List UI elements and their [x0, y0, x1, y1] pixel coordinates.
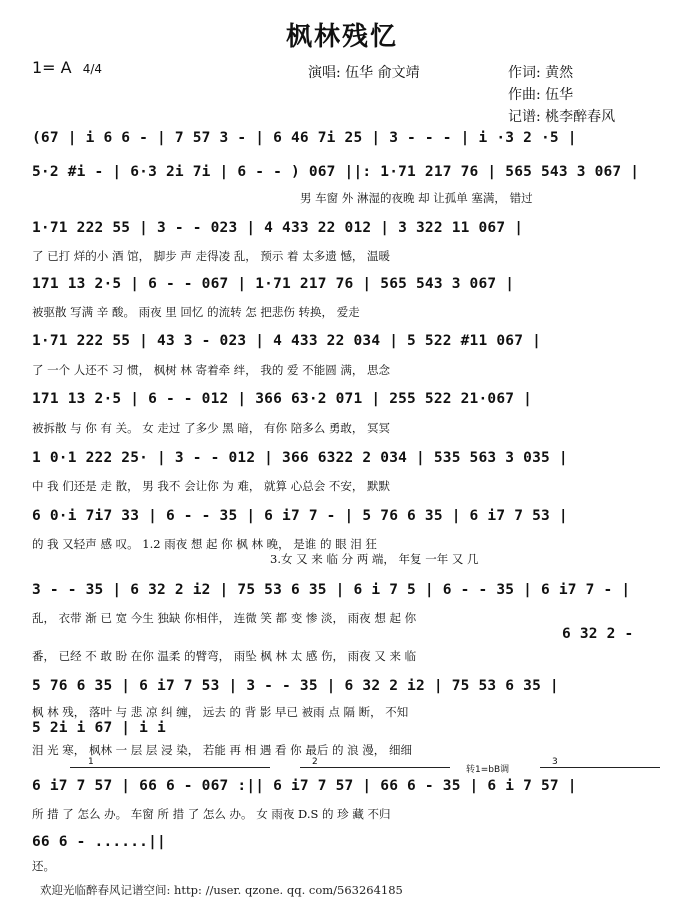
volta-3: 3: [552, 757, 558, 767]
score-line-10-music: 3 - - 35 | 6 32 2 i2 | 75 53 6 35 | 6 i 7 5 | 6 - - 35 | 6 i7 7 - |: [32, 582, 631, 598]
score-line-8-music: 6 0·i 7i7 33 | 6 - - 35 | 6 i7 7 - | 5 76 6 35 | 6 i7 7 53 |: [32, 508, 568, 524]
score-line-13-lyric: 泪 光 寒， 枫林 一 层 层 浸 染， 若能 再 相 遇 看 你 最后 的 浪 漫， 细细: [32, 743, 412, 757]
score-line-14-lyric: 所 措 了 怎么 办。 车窗 所 措 了 怎么 办。 女 雨夜 D.S 的 珍 藏 不归: [32, 807, 391, 821]
score-line-6-music: 171 13 2·5 | 6 - - 012 | 366 63·2 071 | 255 522 21·067 |: [32, 391, 533, 407]
score-line-7-music: 1 0·1 222 25· | 3 - - 012 | 366 6322 2 034 | 535 563 3 035 |: [32, 450, 568, 466]
score-line-7-lyric: 中 我 们还是 走 散， 男 我不 会让你 为 难， 就算 心总会 不安， 默默: [32, 479, 391, 493]
score-line-9-lyric: 3.女 又 来 临 分 两 端， 年复 一年 又 几: [270, 552, 479, 566]
score-line-13-music: 5 2i i 67 | i i: [32, 720, 166, 736]
score-line-15-music: 66 6 - ......||: [32, 834, 166, 850]
modulation-note: 转1=bB调: [466, 765, 510, 775]
transcriber: 记谱: 桃李醉春风: [508, 109, 616, 125]
performers: 演唱: 伍华 俞文靖: [308, 65, 420, 81]
key-label: 1= A: [32, 58, 72, 77]
score-line-14-music: 6 i7 7 57 | 66 6 - 067 :|| 6 i7 7 57 | 66 6 - 35 | 6 i 7 57 |: [32, 778, 577, 794]
score-line-4-music: 171 13 2·5 | 6 - - 067 | 1·71 217 76 | 565 543 3 067 |: [32, 276, 515, 292]
score-line-10-lyric: 乱， 衣带 渐 已 宽 今生 独缺 你相伴， 连微 笑 都 变 惨 淡， 雨夜 想 起 你: [32, 611, 417, 625]
score-line-1-music: (67 | i 6 6 - | 7 57 3 - | 6 46 7i 25 | 3 - - - | i ·3 2 ·5 |: [32, 130, 577, 146]
volta-1: 1: [88, 757, 94, 767]
score-line-4-lyric: 被驱散 写满 辛 酸。 雨夜 里 回忆 的流转 怎 把悲伤 转换， 爱走: [32, 305, 360, 319]
score-line-12-music: 5 76 6 35 | 6 i7 7 53 | 3 - - 35 | 6 32 2 i2 | 75 53 6 35 |: [32, 678, 559, 694]
score-line-8-lyric: 的 我 又轻声 感 叹。 1.2 雨夜 想 起 你 枫 林 晚， 是谁 的 眼 泪 狂: [32, 537, 377, 551]
time-signature: 4/4: [82, 62, 103, 76]
score-line-2-music: 5·2 #i - | 6·3 2i 7i | 6 - - ) 067 ||: 1·71 217 76 | 565 543 3 067 |: [32, 164, 640, 180]
score-line-5-music: 1·71 222 55 | 43 3 - 023 | 4 433 22 034 | 5 522 #11 067 |: [32, 333, 541, 349]
score-line-2-lyric: 男 车窗 外 淋湿的夜晚 却 让孤单 塞满， 错过: [300, 191, 533, 205]
lyricist: 作词: 黄然: [508, 65, 574, 81]
score-line-3-music: 1·71 222 55 | 3 - - 023 | 4 433 22 012 | 3 322 11 067 |: [32, 220, 524, 236]
page-title: 枫林残忆: [285, 22, 398, 52]
score-line-12-lyric: 枫 林 残， 落叶 与 悲 凉 纠 缠， 远去 的 背 影 早已 被雨 点 隔 断， 不知: [32, 705, 409, 719]
footer-link-text: 欢迎光临醉春风记谱空间: http: //user. qzone. qq. com/563264185: [40, 883, 403, 897]
key-signature: [32, 58, 102, 77]
score-line-11-lyric: 番， 已经 不 敢 盼 在你 温柔 的臂弯， 雨坠 枫 林 太 感 伤， 雨夜 又 来 临: [32, 649, 417, 663]
score-line-3-lyric: 了 已打 烊的小 酒 馆， 脚步 声 走得凌 乱， 预示 着 太多遗 憾， 温暖: [32, 249, 391, 263]
composer: 作曲: 伍华: [508, 87, 574, 103]
score-line-5-lyric: 了 一个 人还不 习 惯， 枫树 林 寄着牵 绊， 我的 爱 不能圆 满， 思念: [32, 363, 391, 377]
volta-2: 2: [312, 757, 318, 767]
score-line-6-lyric: 被拆散 与 你 有 关。 女 走过 了多少 黑 暗， 有你 陪多么 勇敢， 冥冥: [32, 421, 391, 435]
score-line-15-lyric: 还。: [32, 859, 55, 873]
score-line-11-music: 6 32 2 -: [562, 626, 634, 642]
